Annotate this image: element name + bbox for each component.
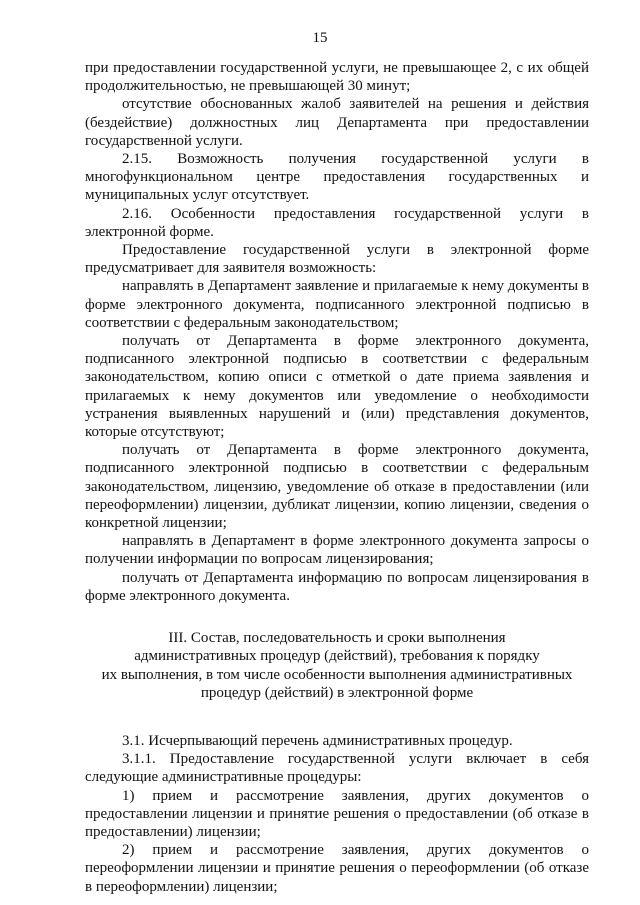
page-number: 15: [312, 30, 328, 46]
section-heading-line: их выполнения, в том числе особенности выполнения административных: [101, 666, 573, 683]
paragraph: 2.16. Особенности предоставления государственной услуги в электронной форме.: [85, 205, 589, 240]
paragraph: 3.1.1. Предоставление государственной услуги включает в себя следующие административные процедуры:: [85, 751, 589, 786]
document-body: [85, 59, 589, 896]
section-heading-line: процедур (действий) в электронной форме: [200, 684, 474, 701]
paragraph: отсутствие обоснованных жалоб заявителей на решения и действия (бездействие) должностных лиц Департамента при предоставлении государственной услуги.: [85, 96, 589, 149]
paragraph: получать от Департамента в форме электронного документа, подписанного электронной подписью в соответствии с федеральным законодательством, копию описи с отметкой о дате приема заявления и прилагаемых к нему документов или уведомление о необходимости устранения выявленных нарушений и (или) представления документов, которые отсутствуют;: [85, 333, 589, 441]
paragraph: направлять в Департамент заявление и прилагаемые к нему документы в форме электронного документа, подписанного электронной подписью в соответствии с федеральным законодательством;: [85, 278, 589, 331]
paragraph: получать от Департамента информацию по вопросам лицензирования в форме электронного документа.: [85, 569, 589, 604]
paragraph: 3.1. Исчерпывающий перечень административных процедур.: [122, 732, 513, 749]
paragraph: Предоставление государственной услуги в электронной форме предусматривает для заявителя возможность:: [85, 242, 589, 277]
paragraph: 2) прием и рассмотрение заявления, других документов о переоформлении лицензии и принятие решения о переоформлении (об отказе в переоформлении) лицензии;: [85, 842, 589, 895]
section-heading-line: III. Состав, последовательность и сроки выполнения: [168, 630, 506, 647]
paragraph: направлять в Департамент в форме электронного документа запросы о получении информации по вопросам лицензирования;: [85, 533, 589, 568]
paragraph: при предоставлении государственной услуги, не превышающее 2, с их общей продолжительностью, не превышающей 30 минут;: [85, 60, 589, 95]
paragraph: получать от Департамента в форме электронного документа, подписанного электронной подписью в соответствии с федеральным законодательством, лицензию, уведомление об отказе в предоставлении (или переоформлении) лицензии, дубликат лицензии, копию лицензии, сведения о конкретной лицензии;: [85, 442, 589, 532]
paragraph: 2.15. Возможность получения государственной услуги в многофункциональном центре предоставления государственных и муниципальных услуг отсутствует.: [85, 151, 589, 204]
paragraph: 1) прием и рассмотрение заявления, других документов о предоставлении лицензии и принятие решения о предоставлении (об отказе в предоставлении) лицензии;: [85, 787, 589, 840]
section-heading: [85, 629, 589, 702]
section-heading-line: административных процедур (действий), требования к порядку: [134, 648, 540, 665]
